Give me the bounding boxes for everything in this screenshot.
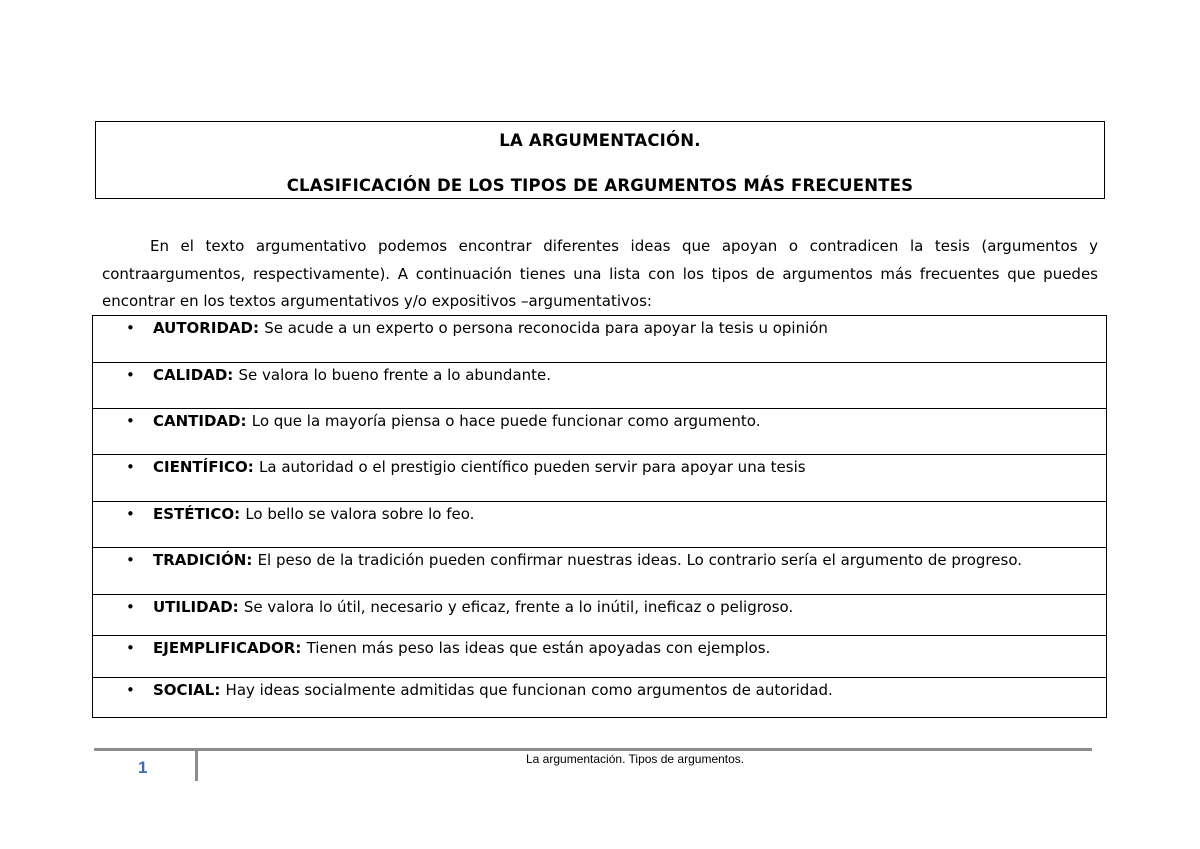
argument-separator: : [232,598,244,616]
argument-row [93,409,1106,455]
argument-row [93,548,1106,595]
argument-separator: : [252,319,265,337]
argument-text [153,681,833,699]
bullet: • [126,551,135,569]
argument-text [153,319,828,337]
argument-row [93,455,1106,502]
intro-paragraph: En el texto argumentativo podemos encontrar diferentes ideas que apoyan o contradicen la tesis (argumentos y contraargumentos, respectivamente). A continuación tienes una lista con los tipos de argumentos más frecuentes que puedes encontrar en los textos argumentativos y/o expositivos –argumentativos: [102,237,1098,310]
argument-description: El peso de la tradición pueden confirmar nuestras ideas. Lo contrario sería el argumento de progreso. [257,551,1022,569]
argument-name: CIENTÍFICO [153,458,248,476]
argument-row [93,678,1106,718]
footer-text: La argumentación. Tipos de argumentos. [526,752,745,766]
argument-description: Tienen más peso las ideas que están apoyadas con ejemplos. [306,639,771,657]
argument-description: Se acude a un experto o persona reconocida para apoyar la tesis u opinión [264,319,828,337]
argument-name: ESTÉTICO [153,505,235,523]
argument-separator: : [246,551,258,569]
argument-text [153,551,1022,569]
bullet: • [126,598,135,616]
argument-separator: : [234,505,246,523]
argument-separator: : [240,412,252,430]
bullet: • [126,412,135,430]
argument-row [93,316,1106,363]
page-number: 1 [138,758,148,777]
bullet: • [126,681,135,699]
argument-separator: : [227,366,239,384]
argument-description: Se valora lo útil, necesario y eficaz, frente a lo inútil, ineficaz o peligroso. [243,598,794,616]
argument-text [153,639,770,657]
argument-row [93,363,1106,409]
argument-separator: : [295,639,307,657]
argument-description: Lo bello se valora sobre lo feo. [245,505,475,523]
argument-name: CANTIDAD [153,412,241,430]
argument-description: Hay ideas socialmente admitidas que funcionan como argumentos de autoridad. [225,681,833,699]
bullet: • [126,639,135,657]
argument-separator: : [247,458,260,476]
argument-name: AUTORIDAD [153,319,253,337]
bullet: • [126,505,135,523]
argument-text [153,505,474,523]
argument-row [93,502,1106,548]
argument-text [153,412,760,430]
argument-text [153,458,806,476]
bullet: • [126,458,135,476]
argument-row [93,595,1106,636]
page-title: LA ARGUMENTACIÓN. [499,131,701,150]
argument-name: TRADICIÓN [153,551,247,569]
argument-description: Lo que la mayoría piensa o hace puede funcionar como argumento. [251,412,761,430]
argument-description: Se valora lo bueno frente a lo abundante. [238,366,552,384]
argument-separator: : [214,681,226,699]
argument-name: EJEMPLIFICADOR [153,639,296,657]
argument-name: UTILIDAD [153,598,233,616]
argument-name: SOCIAL [153,681,215,699]
argument-text [153,366,551,384]
footer-rule [94,748,1092,751]
argument-row [93,636,1106,678]
footer-divider [195,750,198,781]
argument-name: CALIDAD [153,366,228,384]
page-subtitle: CLASIFICACIÓN DE LOS TIPOS DE ARGUMENTOS MÁS FRECUENTES [286,176,914,195]
argument-description: La autoridad o el prestigio científico pueden servir para apoyar una tesis [259,458,806,476]
bullet: • [126,366,135,384]
argument-text [153,598,793,616]
bullet: • [126,319,135,337]
title-box [95,121,1105,199]
arguments-table [92,315,1107,718]
